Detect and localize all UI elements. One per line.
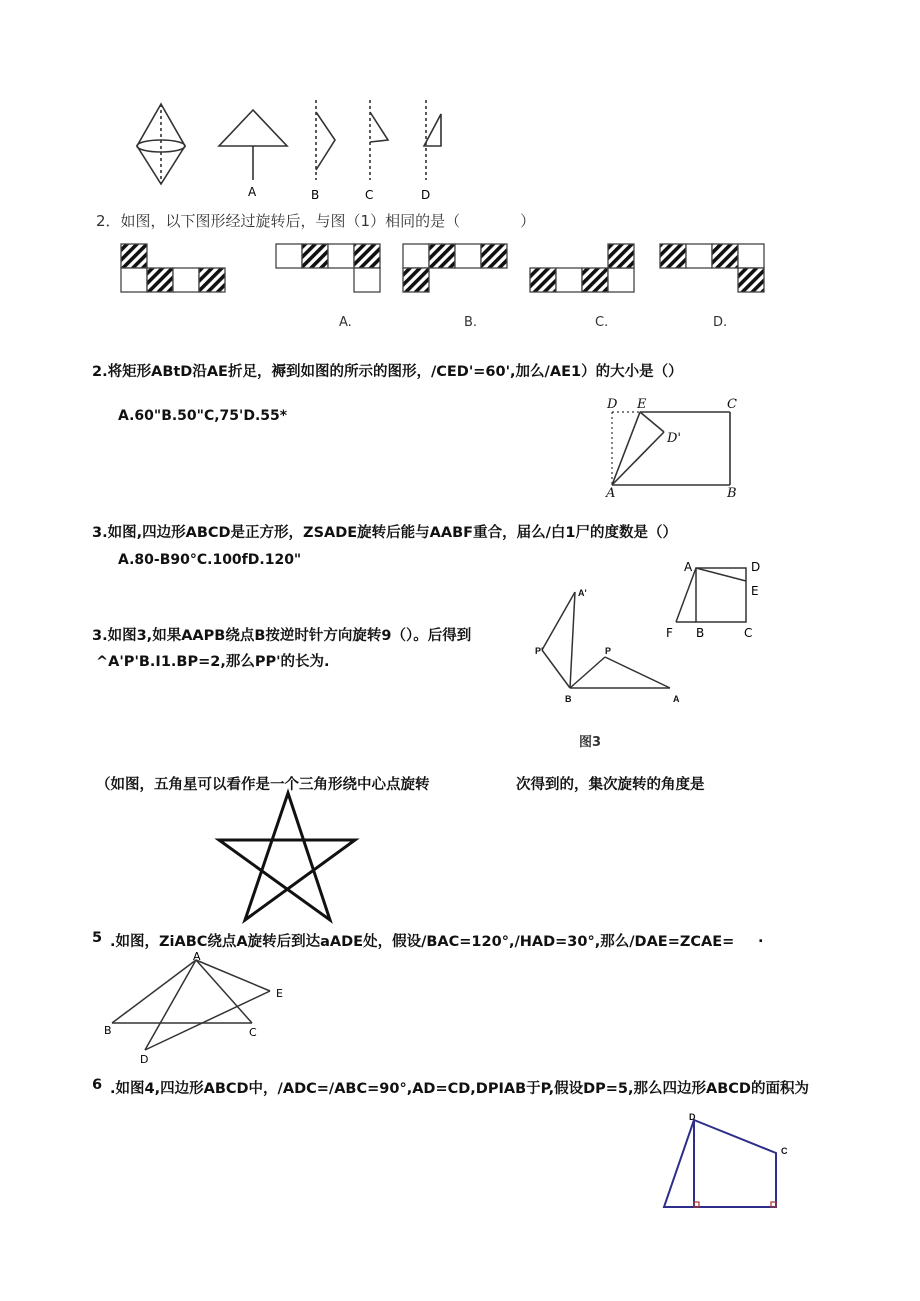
q2a-stem: 2．如图，以下图形经过旋转后，与图（1）相同的是（	[96, 212, 461, 230]
q3b-line2: ^A'P'B.I1.BP=2,那么PP'的长为.	[96, 654, 330, 670]
q2b-options: A.60"B.50"C,75'D.55*	[118, 408, 288, 424]
q6-number: 6	[92, 1077, 103, 1093]
q3b-figure-caption: 图3	[579, 735, 602, 750]
q3a-point-a: A	[684, 560, 693, 574]
q3b-point-a-prime: A'	[578, 588, 587, 598]
q2b-text: 2.将矩形ABtD沿AE折足，褥到如图的所示的图形，/CED'=60',加么/AE1）的大小是（）	[92, 364, 683, 380]
q5-point-d: D	[140, 1053, 149, 1066]
q4-text-b: 次得到的，集次旋转的角度是	[516, 777, 705, 793]
q5-triangle-figure	[0, 950, 920, 1066]
q2b-point-c: C	[727, 397, 737, 412]
q5-point-c: C	[249, 1026, 257, 1039]
q3b-point-b: B	[565, 694, 572, 704]
q2a-text	[96, 210, 535, 231]
q3b-point-p: P	[605, 646, 612, 656]
q3a-point-f: F	[666, 626, 673, 640]
q5-point-b: B	[104, 1024, 112, 1037]
q2a-option-b: B.	[464, 315, 478, 330]
q3a-text: 3.如图,四边形ABCD是正方形，ZSADE旋转后能与AABF重合，届么/白1尸的度数是（）	[92, 525, 677, 541]
q2a-square-figures	[0, 230, 920, 350]
q6-point-d: D	[689, 1112, 696, 1122]
q2a-close-paren: ）	[520, 212, 536, 230]
q3a-point-c: C	[744, 626, 753, 640]
fig1-label-a: A	[248, 185, 257, 199]
q3b-line1: 3.如图3,如果AAPB绕点B按逆时针方向旋转9（）。后得到	[92, 628, 472, 644]
q3b-point-a: A	[673, 694, 680, 704]
q5-text: .如图，ZiABC绕点A旋转后到达aADE处，假设/BAC=120°,/HAD=30°,那么/DAE=ZCAE=	[110, 934, 735, 950]
q3a-point-b: B	[696, 626, 705, 640]
q3a-point-d: D	[751, 560, 761, 574]
q4-star-figure	[0, 785, 920, 925]
fig1-label-d: D	[421, 188, 431, 202]
q5-point-a: A	[193, 950, 201, 963]
fig1-label-b: B	[311, 188, 320, 202]
q6-quadrilateral-figure	[0, 1100, 920, 1210]
q2b-point-a: A	[606, 486, 616, 501]
q2b-fold-figure	[0, 395, 920, 505]
q2b-point-d: D	[607, 397, 618, 412]
q6-text: .如图4,四边形ABCD中，/ADC=/ABC=90°,AD=CD,DPIAB于P,假设DP=5,那么四边形ABCD的面积为	[110, 1081, 809, 1097]
q2a-option-a: A.	[339, 315, 352, 330]
q3a-options: A.80-B90°C.100fD.120"	[118, 552, 302, 568]
q2b-point-d-prime: D'	[667, 431, 681, 446]
fig1-label-c: C	[365, 188, 374, 202]
q2a-option-d: D.	[713, 315, 728, 330]
q5-point-e: E	[276, 987, 283, 1000]
q3b-point-p-prime: P'	[535, 646, 544, 656]
q3b-triangle-figure	[0, 580, 920, 750]
q3a-point-e: E	[751, 584, 759, 598]
q5-number: 5	[92, 930, 103, 946]
q2b-point-e: E	[637, 397, 647, 412]
fig1-rotation-figures	[0, 0, 920, 210]
q6-point-c: C	[781, 1146, 788, 1156]
q2a-option-c: C.	[595, 315, 609, 330]
q5-end: .	[758, 930, 764, 946]
q4-text-a: （如图，五角星可以看作是一个三角形绕中心点旋转	[96, 777, 430, 793]
q2b-point-b: B	[727, 486, 737, 501]
